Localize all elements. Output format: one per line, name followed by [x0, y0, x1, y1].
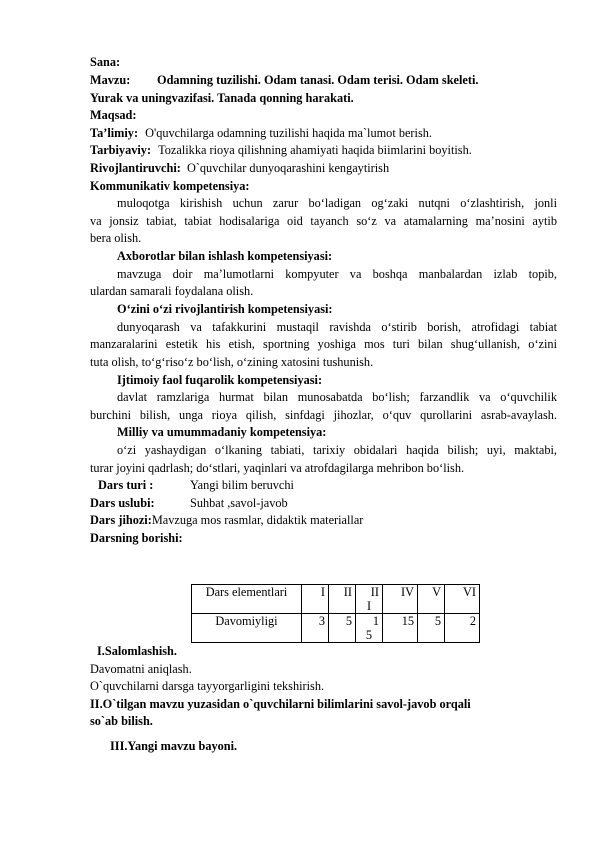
rivoj-label: Rivojlantiruvchi: — [90, 161, 181, 175]
kommunikativ-line-1: muloqotga kirishish uchun zarur bo‘ladigan og‘zaki nutqni o‘zlashtirish, jonli — [117, 196, 557, 210]
table-cell: 3 — [302, 614, 329, 643]
axborot-line-1: mavzuga doir ma’lumotlarni kompyuter va boshqa manbalardan izlab topib, — [117, 267, 557, 281]
kommunikativ-line-2: va jonsiz tabiat, tabiat hodisalariga oid tayanch so‘z va atamalarning ma’nosini aytib — [90, 214, 557, 228]
table-cell — [356, 585, 383, 614]
mavzu-text: Odamning tuzilishi. Odam tanasi. Odam terisi. Odam skeleti. — [157, 73, 479, 87]
table-cell: II — [329, 585, 356, 614]
kommunikativ-heading: Kommunikativ kompetensiya: — [90, 179, 250, 193]
darsning-borishi-label: Darsning borishi: — [90, 531, 183, 545]
dars-uslubi-value: Suhbat ,savol-javob — [190, 496, 288, 510]
tarbiyaviy-text: Tozalikka rioya qilishning ahamiyati haqida biimlarini boyitish. — [158, 143, 472, 157]
table-cell — [356, 614, 383, 643]
ozini-line-1: dunyoqarash va tafakkurini mustaqil ravishda o‘stirib borish, atrofidagi tabiat — [117, 320, 557, 334]
axborot-line-2: ulardan samarali foydalana olish. — [90, 284, 254, 298]
dars-uslubi-label: Dars uslubi: — [90, 496, 155, 510]
mavzu-text-line2: Yurak va uningvazifasi. Tanada qonning harakati. — [90, 91, 354, 105]
ozini-heading: O‘zini o‘zi rivojlantirish kompetensiyasi: — [117, 302, 333, 316]
rivoj-line — [90, 161, 389, 176]
table-row — [192, 585, 480, 614]
talimiy-label: Ta’limiy: — [90, 126, 139, 140]
dars-turi-value: Yangi bilim beruvchi — [190, 478, 294, 492]
table-cell: I — [302, 585, 329, 614]
cell-text: 1 — [372, 614, 379, 628]
dars-turi-label: Dars turi : — [98, 478, 154, 492]
maqsad-label: Maqsad: — [90, 108, 137, 122]
table-cell: 15 — [383, 614, 418, 643]
rivoj-text: O`quvchilar dunyoqarashini kengaytirish — [186, 161, 390, 175]
table-cell: V — [418, 585, 445, 614]
dars-jihozi-line — [90, 513, 363, 528]
milliy-heading: Milliy va umummadaniy kompetensiya: — [117, 425, 327, 439]
sana-label: Sana: — [90, 55, 121, 69]
section-ii-line-1: II.O`tilgan mavzu yuzasidan o`quvchilarni bilimlarini savol-javob orqali — [90, 697, 471, 711]
cell-text: II — [370, 585, 379, 599]
ijtimoiy-line-2: burchini bilish, unga rioya qilish, sinfdagi jihozlar, o‘quv qurollarini asrab-avaylash. — [90, 408, 557, 422]
table-cell: 5 — [418, 614, 445, 643]
section-iii-heading: III.Yangi mavzu bayoni. — [110, 739, 238, 753]
mavzu-label: Mavzu: — [90, 73, 131, 87]
dars-jihozi-value: Mavzuga mos rasmlar, didaktik materiallar — [151, 513, 364, 527]
lesson-timing-table — [191, 584, 480, 643]
dars-jihozi-label: Dars jihozi: — [90, 513, 152, 527]
talimiy-text: O'quvchilarga odamning tuzilishi haqida ma`lumot berish. — [145, 126, 432, 140]
tarbiyaviy-label: Tarbiyaviy: — [90, 143, 152, 157]
milliy-line-2: turar joyini qadrlash; do‘stlari, yaqinlari va atrofdagilarga mehribon bo‘lish. — [90, 461, 465, 475]
table-cell: 2 — [445, 614, 480, 643]
mavzu-line — [90, 73, 479, 88]
table-cell-row-label: Davomiyligi — [192, 614, 302, 643]
section-ii-line-2: so`ab bilish. — [90, 714, 153, 728]
ozini-line-2: manzaralarini estetik his etish, sportning yoshiga mos turi bilan shug‘ullanish, o‘zini — [90, 337, 557, 351]
kommunikativ-line-3: bera olish. — [90, 231, 142, 245]
milliy-line-1: o‘zi yashaydigan o‘lkaning tabiati, tarixiy obidalari haqida bilish; uyi, maktabi, — [117, 443, 557, 457]
table-row — [192, 614, 480, 643]
tarbiyaviy-line — [90, 143, 472, 158]
ijtimoiy-line-1: davlat ramzlariga hurmat bilan munosabatda bo‘lish; farzandlik va o‘quvchilik — [117, 390, 557, 404]
table-cell-row-label: Dars elementlari — [192, 585, 302, 614]
table-cell: 5 — [329, 614, 356, 643]
talimiy-line — [90, 126, 432, 141]
cell-text-wrap: 5 — [365, 628, 373, 642]
dars-uslubi-line — [90, 496, 288, 511]
salomlashish-heading: I.Salomlashish. — [97, 644, 177, 658]
table-cell: IV — [383, 585, 418, 614]
ozini-line-3: tuta olish, to‘g‘riso‘z bo‘lish, o‘zining xatosini tushunish. — [90, 355, 374, 369]
axborot-heading: Axborotlar bilan ishlash kompetensiyasi: — [117, 249, 333, 263]
table-cell: VI — [445, 585, 480, 614]
davomat-line: Davomatni aniqlash. — [90, 662, 192, 676]
tayyorgarlik-line: O`quvchilarni darsga tayyorgarligini tekshirish. — [90, 679, 325, 693]
dars-turi-line — [98, 478, 294, 493]
ijtimoiy-heading: Ijtimoiy faol fuqarolik kompetensiyasi: — [117, 373, 323, 387]
cell-text-wrap: I — [366, 599, 372, 613]
